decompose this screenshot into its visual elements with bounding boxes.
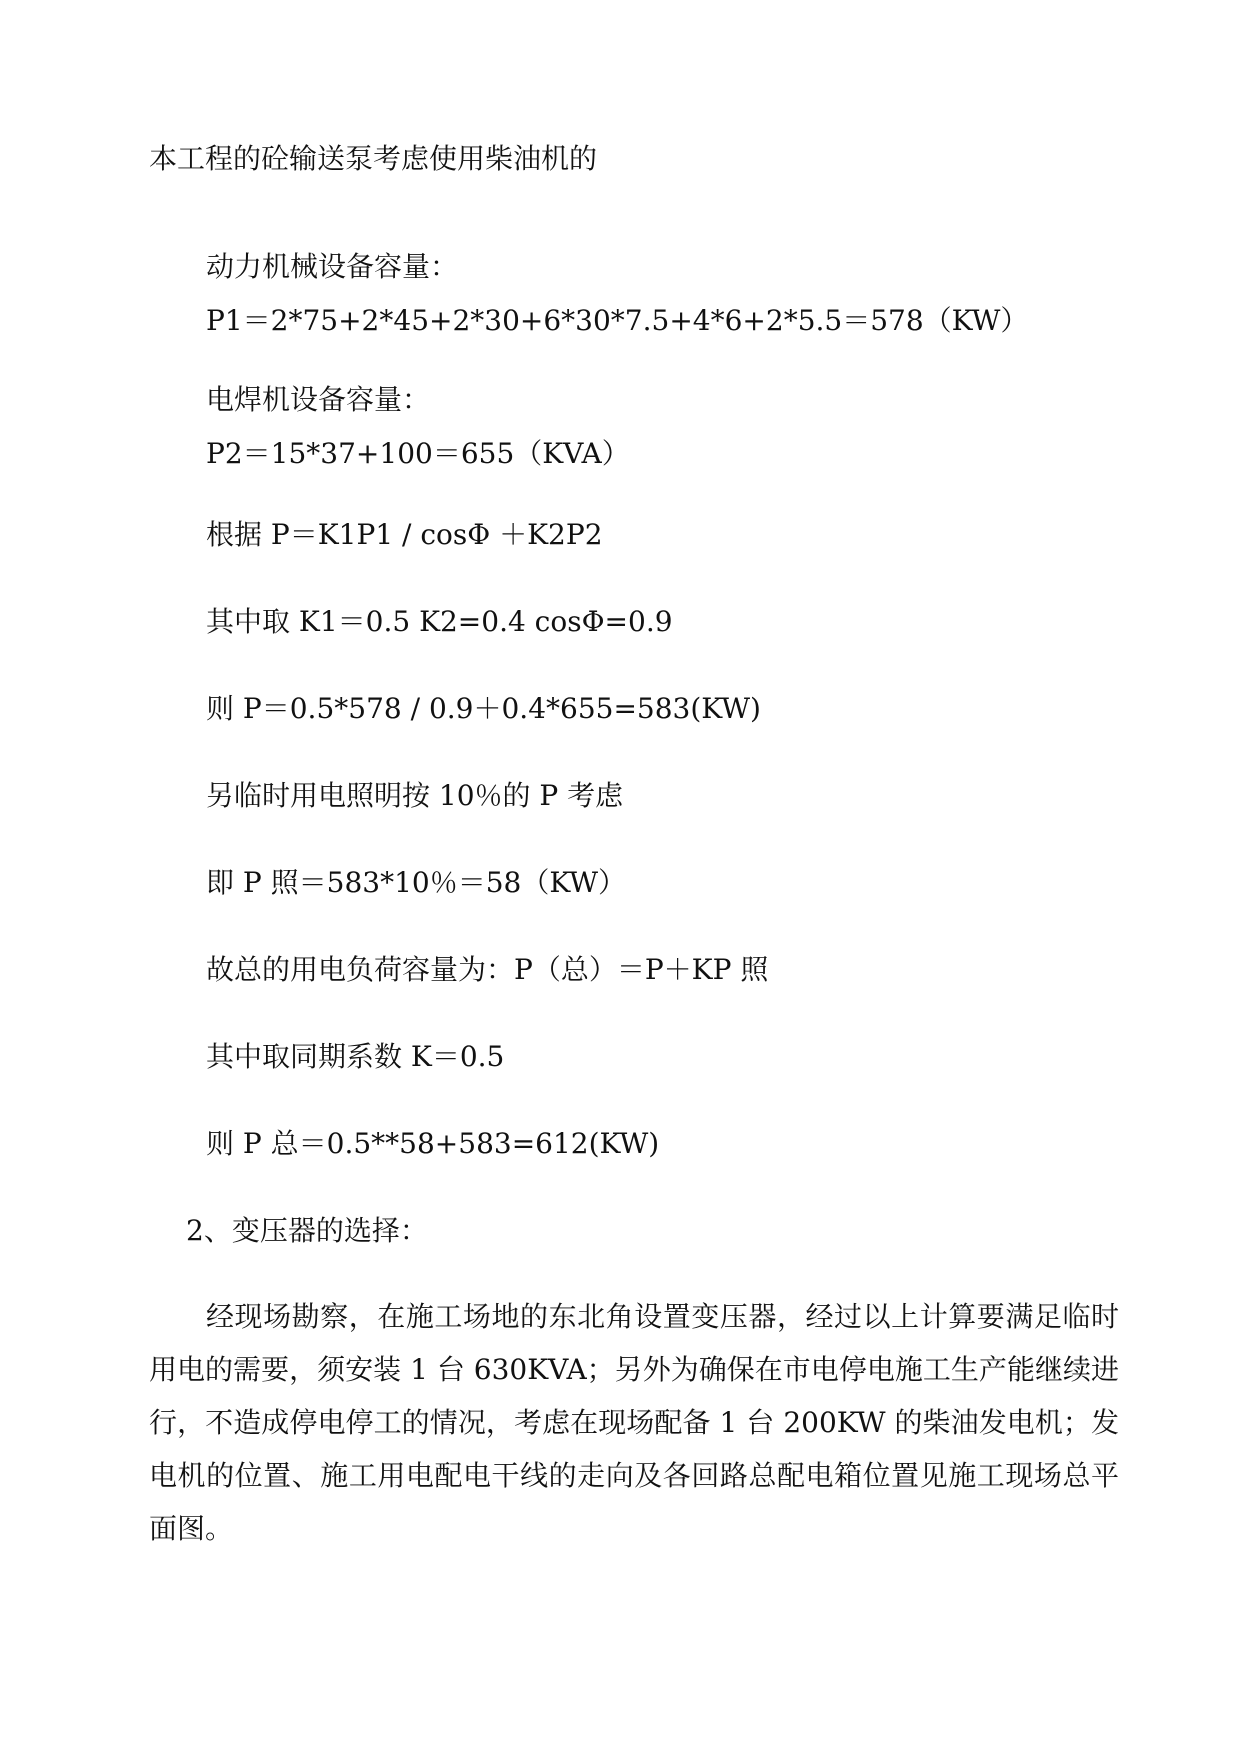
calc-line-sync-coefficient: 其中取同期系数 K＝0.5 [206,1040,505,1073]
body-paragraph-text: 经现场勘察，在施工场地的东北角设置变压器，经过以上计算要满足临时用电的需要，须安装 1 台 630KVA；另外为确保在市电停电施工生产能继续进行，不造成停电停工的情况，考虑在现场配备 1 台 200KW 的柴油发电机；发电机的位置、施工用电配电干线的走向及各回路总配电箱位置见施工现场总平面图。 [149,1300,1119,1545]
calc-line-p-result: 则 P＝0.5*578 / 0.9＋0.4*655=583(KW) [206,692,761,725]
calc-line-coefficients: 其中取 K1＝0.5 K2=0.4 cosΦ=0.9 [206,605,673,638]
intro-line: 本工程的砼输送泵考虑使用柴油机的 [149,142,598,175]
calc-line-welder-label: 电焊机设备容量： [206,383,431,416]
calc-line-p-formula: 根据 P＝K1P1 / cosΦ ＋K2P2 [206,518,603,551]
calc-line-lighting-result: 即 P 照＝583*10％＝58（KW） [206,866,627,899]
section-heading: 2、变压器的选择： [186,1214,428,1247]
calc-line-total-formula: 故总的用电负荷容量为：P（总）＝P＋KP 照 [206,953,769,986]
calc-line-total-result: 则 P 总＝0.5**58+583=612(KW) [206,1127,660,1160]
calc-line-lighting-note: 另临时用电照明按 10％的 P 考虑 [206,779,624,812]
calc-line-p2-formula: P2＝15*37+100＝655（KVA） [206,437,630,470]
body-paragraph [149,1290,1119,1555]
calc-line-p1-formula: P1＝2*75+2*45+2*30+6*30*7.5+4*6+2*5.5＝578（KW） [206,304,1029,337]
calc-line-power-equipment-label: 动力机械设备容量： [206,250,459,283]
